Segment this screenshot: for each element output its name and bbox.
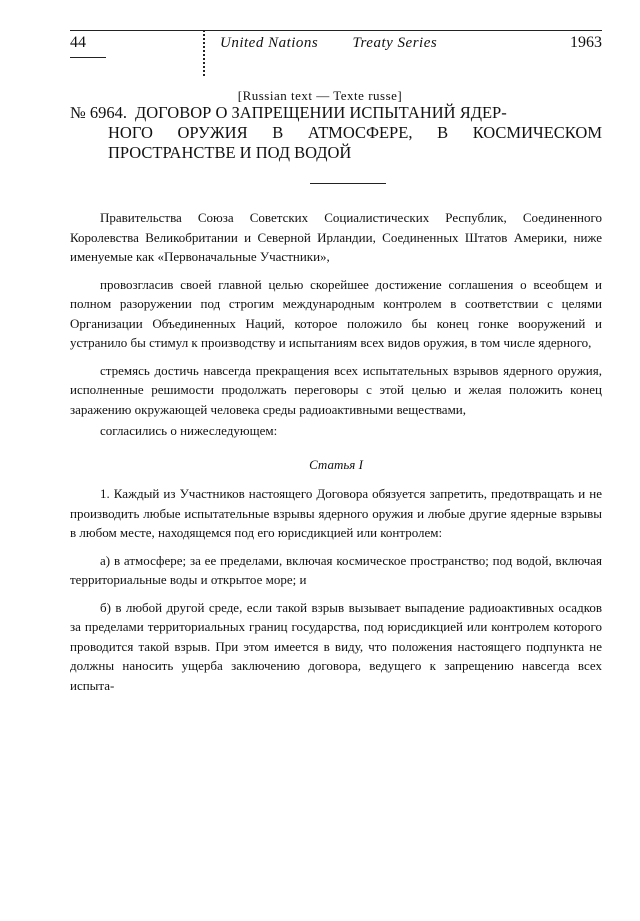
treaty-number: № 6964. bbox=[70, 103, 127, 122]
title-line-1: ДОГОВОР О ЗАПРЕЩЕНИИ ИСПЫТАНИЙ ЯДЕР- bbox=[135, 103, 507, 122]
preamble-aim: провозгласив своей главной целью скорейшее достижение соглашения о всеобщем и полном разоружении под строгим международным контролем в соответствии с целями Организации Объединенных Наций, которое положило бы конец гонке вооружений и устранило бы стимул к производству и испытаниям всех видов оружия, в том числе ядерного, bbox=[70, 276, 602, 350]
treaty-title bbox=[70, 103, 602, 163]
series-name: Treaty Series bbox=[352, 35, 438, 51]
article-heading: Статья I bbox=[309, 456, 363, 472]
page-number: 44 bbox=[70, 34, 86, 51]
article-1-item-b: б) в любой другой среде, если такой взрыв вызывает выпадение радиоактивных осадков за пределами территориальных границ государства, под юрисдикцией или контролем которого проводится такой взрыв. При этом имеется в виду, что положения настоящего подпункта не должны наносить ущерба заключению договора, ведущего к запрещению навсегда всех испыта- bbox=[70, 599, 602, 693]
page-number-underline bbox=[70, 57, 106, 58]
title-line-2: НОГО ОРУЖИЯ В АТМОСФЕРЕ, В КОСМИЧЕСКОМ ПРОСТРАНСТВЕ И ПОД ВОДОЙ bbox=[108, 123, 602, 162]
publication-title bbox=[220, 35, 437, 52]
preamble-parties: Правительства Союза Советских Социалистических Республик, Соединенного Королевства Великобритании и Северной Ирландии, Соединенных Штатов Америки, ниже именуемые как «Первоначальные Участники», bbox=[70, 210, 602, 264]
year: 1963 bbox=[570, 34, 602, 51]
language-label: [Russian text — Texte russe] bbox=[237, 88, 403, 103]
preamble-seeking: стремясь достичь навсегда прекращения всех испытательных взрывов ядерного оружия, исполненные решимости продолжать переговоры с этой целью и желая положить конец заражению окружающей человека среды радиоактивными веществами, bbox=[70, 362, 602, 417]
scan-artifact-icon bbox=[203, 30, 209, 76]
preamble-agreed: согласились о нижеследующем: bbox=[100, 423, 278, 438]
article-1-item-a: а) в атмосфере; за ее пределами, включая космическое пространство; под водой, включая территориальные воды и открытое море; и bbox=[70, 552, 602, 587]
document-body bbox=[70, 208, 602, 703]
publication-name: United Nations bbox=[220, 35, 319, 51]
running-head bbox=[70, 30, 602, 52]
article-1-para-1: 1. Каждый из Участников настоящего Договора обязуется запретить, предотвращать и не производить любые испытательные взрывы ядерного оружия и любые другие ядерные взрывы в любом месте, находящемся под его юрисдикцией или контролем: bbox=[70, 486, 602, 540]
title-separator bbox=[310, 183, 386, 184]
